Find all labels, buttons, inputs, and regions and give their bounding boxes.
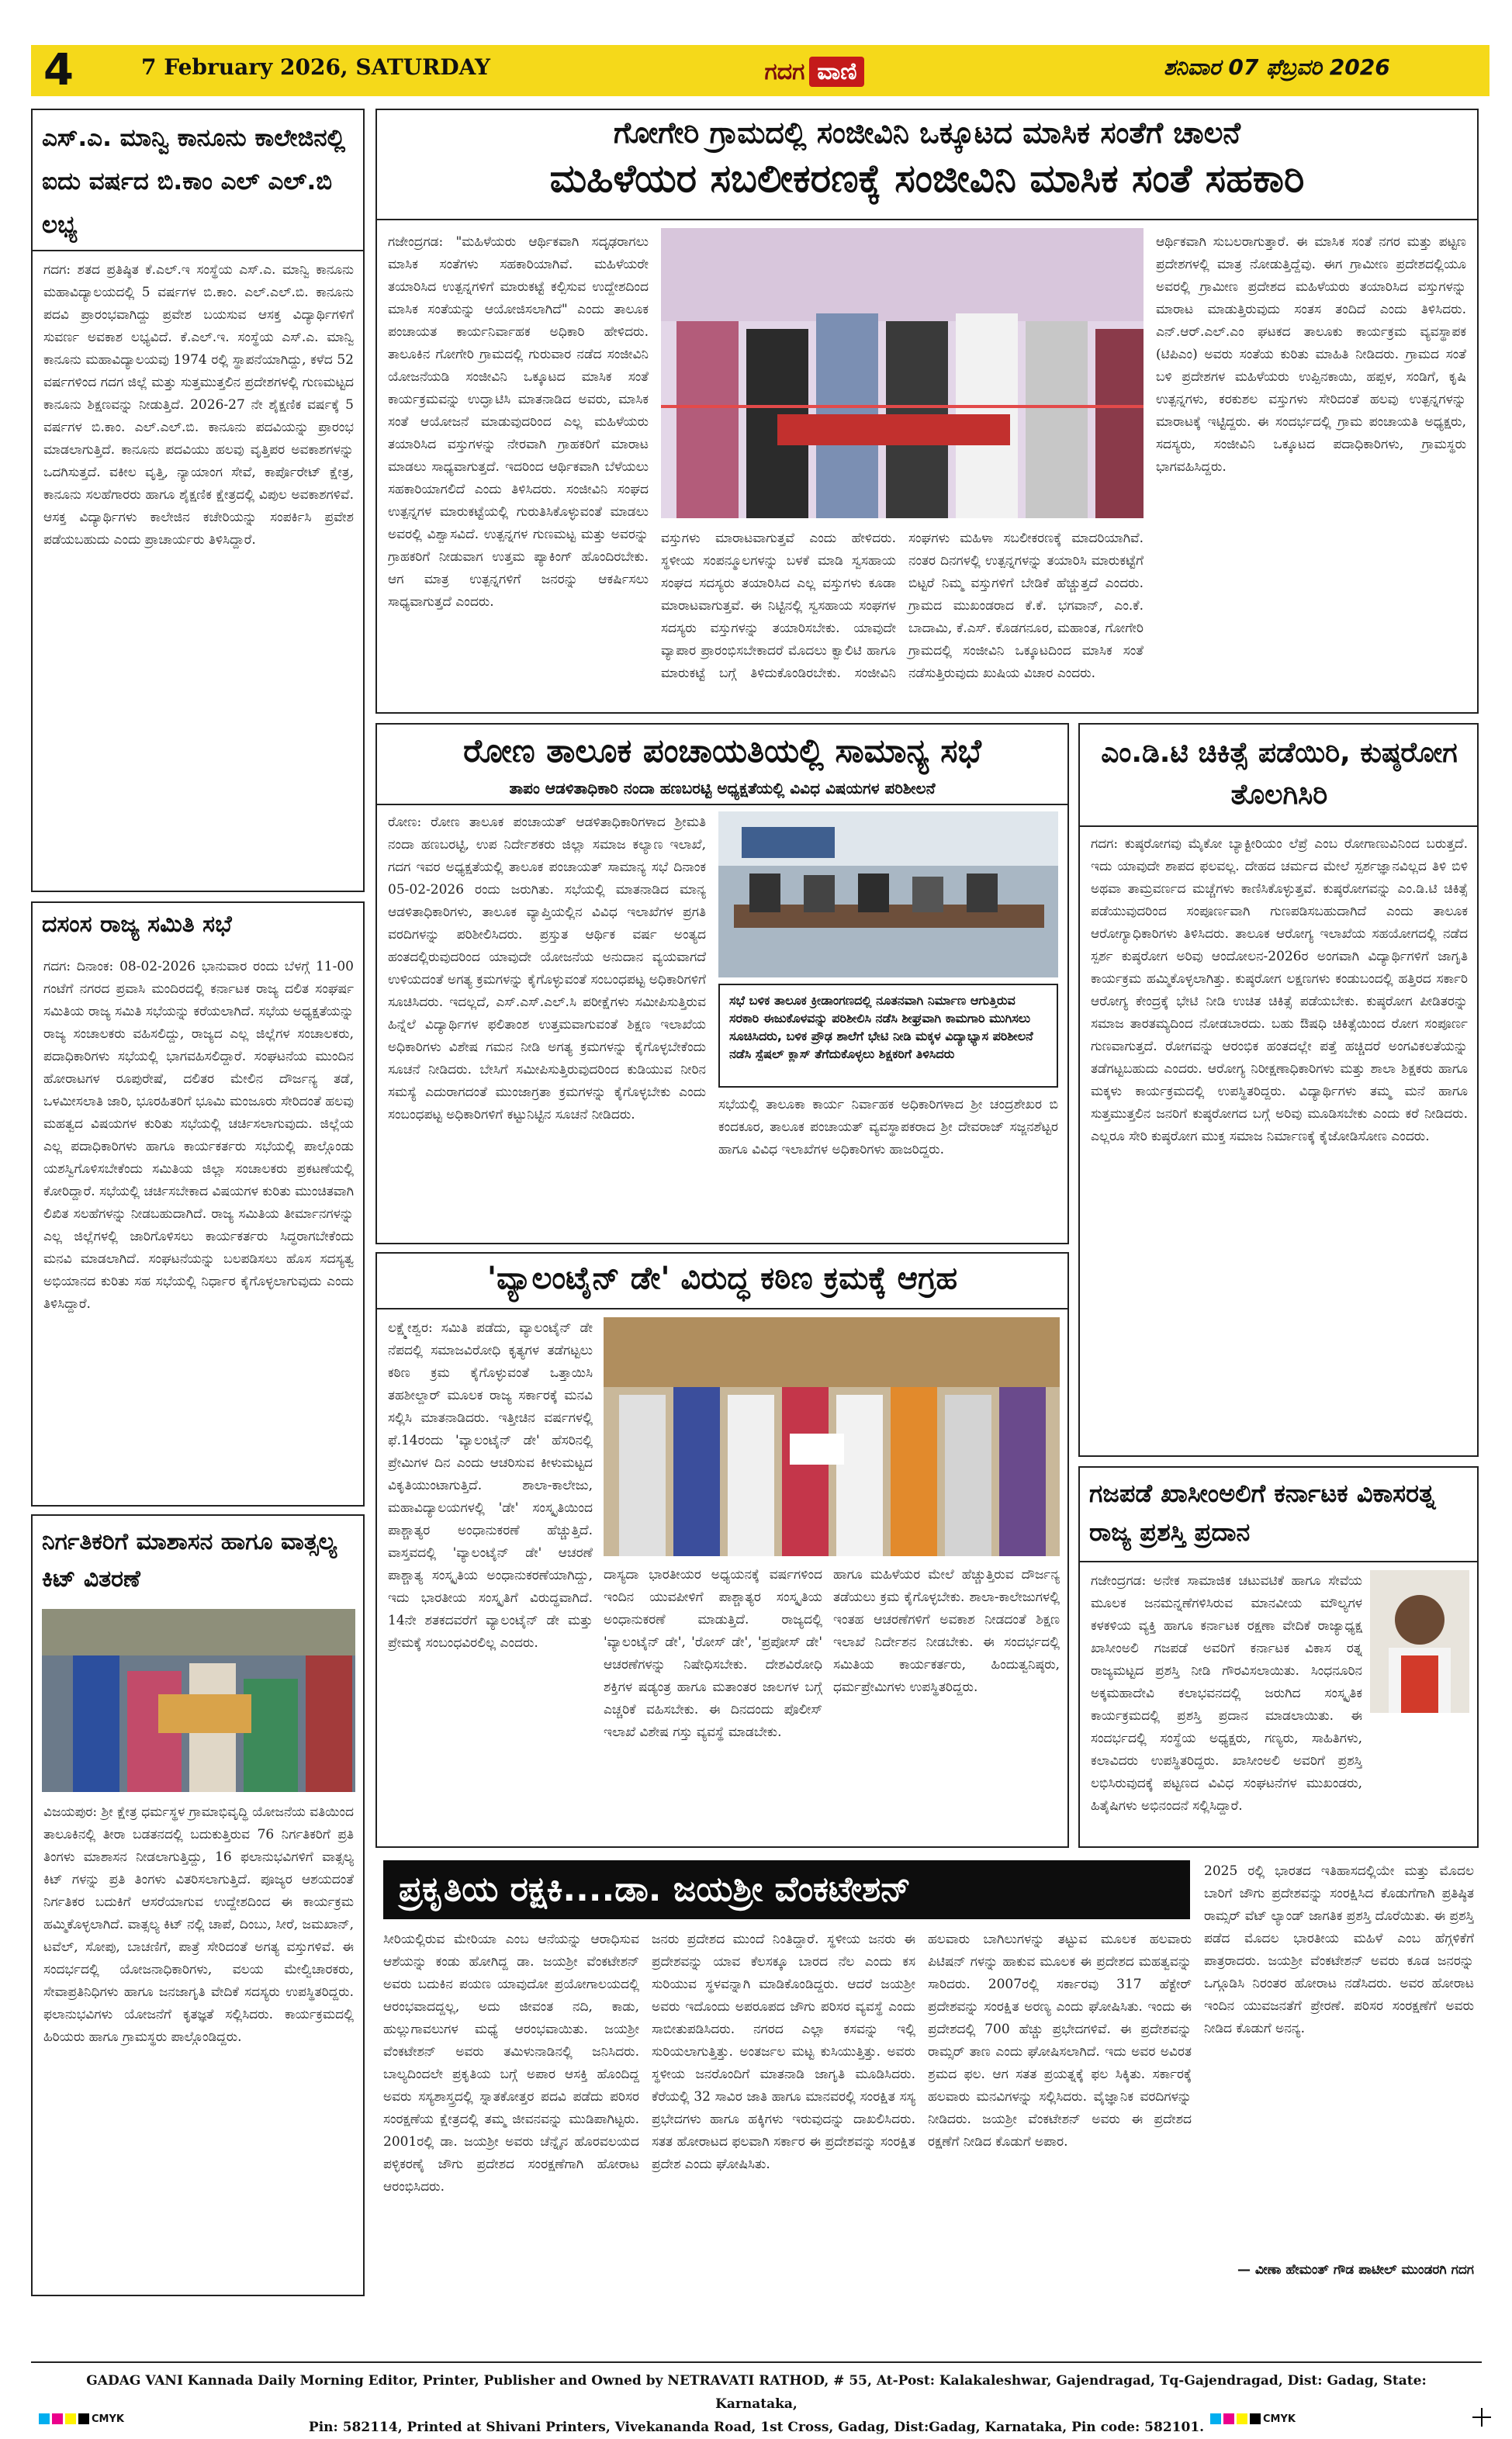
article-body-col1: ರೋಣ: ರೋಣ ತಾಲೂಕ ಪಂಚಾಯತ್ ಆಡಳಿತಾಧಿಕಾರಿಗಳಾದ ಶ್ರೀಮತಿ ನಂದಾ ಹಣಬರಟ್ಟಿ, ಉಪ ನಿರ್ದೇಶಕರು ಜಿಲ್ಲಾ ಸಮಾಜ ಕಲ್ಯಾಣ ಇಲಾಖೆ, ಗದಗ ಇವರ ಅಧ್ಯಕ್ಷತೆಯಲ್ಲಿ ತಾಲೂಕ ಪಂಚಾಯತ್ ಸಾಮಾನ್ಯ ಸಭೆ ದಿನಾಂಕ 05-02-2026 ರಂದು ಜರುಗಿತು. ಸಭೆಯಲ್ಲಿ ಮಾತನಾಡಿದ ಮಾನ್ಯ ಆಡಳಿತಾಧಿಕಾರಿಗಳು, ತಾಲೂಕ ವ್ಯಾಪ್ತಿಯಲ್ಲಿನ ವಿವಿಧ ಇಲಾಖೆಗಳ ಪ್ರಗತಿ ವರದಿಗಳನ್ನು ಪರಿಶೀಲಿಸಿದರು. ಪ್ರಸ್ತುತ ಆರ್ಥಿಕ ವರ್ಷ ಅಂತ್ಯದ ಹಂತದಲ್ಲಿರುವುದರಿಂದ ಯಾವುದೇ ಯೋಜನೆಯ ಅನುದಾನ ವ್ಯಯವಾಗದೆ ಉಳಿಯದಂತೆ ಅಗತ್ಯ ಕ್ರಮಗಳನ್ನು ಕೈಗೊಳ್ಳುವಂತೆ ಸಂಬಂಧಪಟ್ಟ ಅಧಿಕಾರಿಗಳಿಗೆ ಸೂಚಿಸಿದರು. ಇದಲ್ಲದೆ, ಎಸ್.ಎಸ್.ಎಲ್.ಸಿ ಪರೀಕ್ಷೆಗಳು ಸಮೀಪಿಸುತ್ತಿರುವ ಹಿನ್ನೆಲೆ ವಿದ್ಯಾರ್ಥಿಗಳ ಫಲಿತಾಂಶ ಉತ್ತಮವಾಗುವಂತೆ ಶಿಕ್ಷಣ ಇಲಾಖೆಯ ಅಧಿಕಾರಿಗಳು ವಿಶೇಷ ಗಮನ ನೀಡಿ ಅಗತ್ಯ ಕ್ರಮಗಳನ್ನು ಕೈಗೊಳ್ಳಬೇಕೆಂದು ಸೂಚನೆ ನೀಡಿದರು. ಬೇಸಿಗೆ ಸಮೀಪಿಸುತ್ತಿರುವುದರಿಂದ ಕುಡಿಯುವ ನೀರಿನ ಸಮಸ್ಯೆ ಎದುರಾಗದಂತೆ ಮುಂಜಾಗ್ರತಾ ಕ್ರಮಗಳನ್ನು ಕೈಗೊಳ್ಳಬೇಕು ಎಂದು ಸಂಬಂಧಪಟ್ಟ ಅಧಿಕಾರಿಗಳಿಗೆ ಕಟ್ಟುನಿಟ್ಟಿನ ಸೂಚನೆ ನೀಡಿದರು. (388, 815, 706, 1123)
photo-valentine (604, 1317, 1060, 1556)
imprint-footer (47, 2369, 1466, 2439)
divider (33, 250, 363, 251)
article-body-col1: ಲಕ್ಷ್ಮೇಶ್ವರ: ಸಮಿತಿ ಪಡೆದು, ವ್ಯಾಲಂಟೈನ್ ಡೇ ನೆಪದಲ್ಲಿ ಸಮಾಜವಿರೋಧಿ ಕೃತ್ಯಗಳ ತಡೆಗಟ್ಟಲು ಕಠಿಣ ಕ್ರಮ ಕೈಗೊಳ್ಳುವಂತೆ ಒತ್ತಾಯಿಸಿ ತಹಶೀಲ್ದಾರ್ ಮೂಲಕ ರಾಜ್ಯ ಸರ್ಕಾರಕ್ಕೆ ಮನವಿ ಸಲ್ಲಿಸಿ ಮಾತನಾಡಿದರು. ಇತ್ತೀಚಿನ ವರ್ಷಗಳಲ್ಲಿ ಫೆ.14ರಂದು 'ವ್ಯಾಲಂಟೈನ್ ಡೇ' ಹೆಸರಿನಲ್ಲಿ ಪ್ರೇಮಿಗಳ ದಿನ ಎಂದು ಆಚರಿಸುವ ಕೀಳುಮಟ್ಟದ ವಿಕೃತಿಯುಂಟಾಗುತ್ತಿದೆ. ಶಾಲಾ-ಕಾಲೇಜು, ಮಹಾವಿದ್ಯಾಲಯಗಳಲ್ಲಿ 'ಡೇ' ಸಂಸ್ಕೃತಿಯಿಂದ ಪಾಶ್ಚಾತ್ಯರ ಅಂಧಾನುಕರಣೆ ಹೆಚ್ಚುತ್ತಿದೆ. ವಾಸ್ತವದಲ್ಲಿ 'ವ್ಯಾಲಂಟೈನ್ ಡೇ' ಆಚರಣೆ ಪಾಶ್ಚಾತ್ಯ ಸಂಸ್ಕೃತಿಯ ಅಂಧಾನುಕರಣೆಯಾಗಿದ್ದು, ಇದು ಭಾರತೀಯ ಸಂಸ್ಕೃತಿಗೆ ವಿರುದ್ಧವಾಗಿದೆ. 14ನೇ ಶತಕದವರೆಗೆ ವ್ಯಾಲಂಟೈನ್ ಡೇ ಮತ್ತು ಪ್ರೇಮಕ್ಕೆ ಸಂಬಂಧವಿರಲಿಲ್ಲ ಎಂದರು. (388, 1320, 593, 1651)
cmyk-strip-left (39, 2413, 124, 2425)
headline: ಎಸ್.ಎ. ಮಾನ್ವಿ ಕಾನೂನು ಕಾಲೇಜಿನಲ್ಲಿ ಐದು ವರ್ಷದ ಬಿ.ಕಾಂ ಎಲ್ ಎಲ್.ಬಿ ಲಭ್ಯ (42, 124, 346, 239)
divider (1080, 825, 1477, 827)
date-kannada: ಶನಿವಾರ 07 ಫೆಬ್ರವರಿ 2026 (1164, 54, 1390, 80)
headline: ಮಹಿಳೆಯರ ಸಬಲೀಕರಣಕ್ಕೆ ಸಂಜೀವಿನಿ ಮಾಸಿಕ ಸಂತೆ ಸಹಕಾರಿ (549, 156, 1305, 201)
logo-text-b: ವಾಣಿ (809, 57, 864, 87)
article-body-col3: ಹಾಗೂ ಮಹಿಳೆಯರ ಮೇಲೆ ಹೆಚ್ಚುತ್ತಿರುವ ದೌರ್ಜನ್ಯ ತಡೆಯಲು ಕ್ರಮ ಕೈಗೊಳ್ಳಬೇಕು. ಶಾಲಾ-ಕಾಲೇಜುಗಳಲ್ಲಿ ಇಂತಹ ಆಚರಣೆಗಳಿಗೆ ಅವಕಾಶ ನೀಡದಂತೆ ಶಿಕ್ಷಣ ಇಲಾಖೆ ನಿರ್ದೇಶನ ನೀಡಬೇಕು. ಈ ಸಂದರ್ಭದಲ್ಲಿ ಸಮಿತಿಯ ಕಾರ್ಯಕರ್ತರು, ಹಿಂದುತ್ವನಿಷ್ಠರು, ಧರ್ಮಪ್ರೇಮಿಗಳು ಉಪಸ್ಥಿತರಿದ್ದರು. (833, 1567, 1060, 1695)
portrait-image (1370, 1570, 1469, 1713)
photo-caption: ಸಭೆ ಬಳಿಕ ತಾಲೂಕ ಕ್ರೀಡಾಂಗಣದಲ್ಲಿ ನೂತನವಾಗಿ ನಿರ್ಮಾಣ ಆಗುತ್ತಿರುವ ಸರಕಾರಿ ಈಜುಕೊಳವನ್ನು ಪರಿಶೀಲಿಸಿ ನಡೆಸಿ ಶೀಘ್ರವಾಗಿ ಕಾಮಗಾರಿ ಮುಗಿಸಲು ಸೂಚಿಸಿದರು, ಬಳಿಕ ಪ್ರೌಢ ಶಾಲೆಗೆ ಭೇಟಿ ನೀಡಿ ಮಕ್ಕಳ ವಿದ್ಯಾಭ್ಯಾಸ ಪರಿಶೀಲನೆ ನಡೆಸಿ ಸ್ಪೆಷಲ್ ಕ್ಲಾಸ್ ತೆಗೆದುಕೊಳ್ಳಲು ಶಿಕ್ಷಕರಿಗೆ ತಿಳಿಸಿದರು (718, 984, 1058, 1088)
article-md-t (1078, 723, 1479, 1457)
divider (377, 219, 1477, 220)
article-santhe (375, 109, 1479, 714)
kit-distribution-image (42, 1609, 355, 1792)
article-law-college (31, 109, 365, 892)
kicker: ಗೋಗೇರಿ ಗ್ರಾಮದಲ್ಲಿ ಸಂಜೀವಿನಿ ಒಕ್ಕೂಟದ ಮಾಸಿಕ ಸಂತೆಗೆ ಚಾಲನೆ (614, 116, 1240, 150)
date-english: 7 February 2026, SATURDAY (141, 54, 490, 80)
newspaper-logo (706, 48, 923, 95)
article-body: ಗದಗ: ಶತದ ಪ್ರತಿಷ್ಠಿತ ಕೆ.ಎಲ್.ಇ ಸಂಸ್ಥೆಯ ಎಸ್.ಎ. ಮಾನ್ವಿ ಕಾನೂನು ಮಹಾವಿದ್ಯಾಲಯದಲ್ಲಿ 5 ವರ್ಷಗಳ ಬಿ.ಕಾಂ. ಎಲ್.ಎಲ್.ಬಿ. ಕಾನೂನು ಪದವಿ ಪ್ರಾರಂಭವಾಗಿದ್ದು ಪ್ರವೇಶ ಬಯಸುವ ಆಸಕ್ತ ವಿದ್ಯಾರ್ಥಿಗಳಿಗೆ ಸುವರ್ಣ ಅವಕಾಶ ಲಭ್ಯವಿದೆ. ಕೆ.ಎಲ್.ಇ. ಸಂಸ್ಥೆಯ ಎಸ್.ಎ. ಮಾನ್ವಿ ಕಾನೂನು ಮಹಾವಿದ್ಯಾಲಯವು 1974 ರಲ್ಲಿ ಸ್ಥಾಪನೆಯಾಗಿದ್ದು, ಕಳೆದ 52 ವರ್ಷಗಳಿಂದ ಗದಗ ಜಿಲ್ಲೆ ಮತ್ತು ಸುತ್ತಮುತ್ತಲಿನ ಪ್ರದೇಶಗಳಲ್ಲಿ ಗುಣಮಟ್ಟದ ಕಾನೂನು ಶಿಕ್ಷಣವನ್ನು ನೀಡುತ್ತಿದೆ. 2026-27 ನೇ ಶೈಕ್ಷಣಿಕ ವರ್ಷಕ್ಕೆ 5 ವರ್ಷಗಳ ಬಿ.ಕಾಂ. ಎಲ್.ಎಲ್.ಬಿ. ಕಾನೂನು ಪದವಿಯನ್ನು ಪ್ರಾರಂಭ ಮಾಡಲಾಗುತ್ತಿದೆ. ಕಾನೂನು ಪದವಿಯು ಹಲವು ವೃತ್ತಿಪರ ಅವಕಾಶಗಳನ್ನು ಒದಗಿಸುತ್ತದೆ. ವಕೀಲ ವೃತ್ತಿ, ನ್ಯಾಯಾಂಗ ಸೇವೆ, ಕಾರ್ಪೊರೇಟ್ ಕ್ಷೇತ್ರ, ಕಾನೂನು ಸಲಹೆಗಾರರು ಹಾಗೂ ಶೈಕ್ಷಣಿಕ ಕ್ಷೇತ್ರದಲ್ಲಿ ವಿಪುಲ ಅವಕಾಶಗಳಿವೆ. ಆಸಕ್ತ ವಿದ್ಯಾರ್ಥಿಗಳು ಕಾಲೇಜಿನ ಕಚೇರಿಯನ್ನು ಸಂಪರ್ಕಿಸಿ ಪ್ರವೇಶ ಪಡೆಯಬಹುದು ಎಂದು ಪ್ರಾಚಾರ್ಯರು ತಿಳಿಸಿದ್ದಾರೆ. (43, 262, 354, 548)
article-body-col3: ಆರ್ಥಿಕವಾಗಿ ಸುಬಲರಾಗುತ್ತಾರೆ. ಈ ಮಾಸಿಕ ಸಂತೆ ನಗರ ಮತ್ತು ಪಟ್ಟಣ ಪ್ರದೇಶಗಳಲ್ಲಿ ಮಾತ್ರ ನೋಡುತ್ತಿದ್ದೆವು. ಈಗ ಗ್ರಾಮೀಣ ಪ್ರದೇಶದಲ್ಲಿಯೂ ಅವರಲ್ಲಿ ಗ್ರಾಮೀಣ ಪ್ರದೇಶದ ಮಹಿಳೆಯರು ತಯಾರಿಸಿದ ವಸ್ತುಗಳನ್ನು ಮಾರಾಟ ಮಾಡುತ್ತಿರುವುದು ಸಂತಸ ತಂದಿದೆ ಎಂದು ತಿಳಿಸಿದರು. ಎನ್.ಆರ್.ಎಲ್.ಎಂ ಘಟಕದ ತಾಲೂಕು ಕಾರ್ಯಕ್ರಮ ವ್ಯವಸ್ಥಾಪಕ (ಟಿಪಿಎಂ) ಅವರು ಸಂತೆಯ ಕುರಿತು ಮಾಹಿತಿ ನೀಡಿದರು. ಗ್ರಾಮದ ಸಂತೆ ಬಳಿ ಪ್ರದೇಶಗಳ ಮಹಿಳೆಯರು ಉಪ್ಪಿನಕಾಯಿ, ಹಪ್ಪಳ, ಸಂಡಿಗೆ, ಕೃಷಿ ಉತ್ಪನ್ನಗಳು, ಕರಕುಶಲ ವಸ್ತುಗಳು ಸೇರಿದಂತೆ ಹಲವು ಉತ್ಪನ್ನಗಳನ್ನು ಮಾರಾಟಕ್ಕೆ ಇಟ್ಟಿದ್ದರು. ಈ ಸಂದರ್ಭದಲ್ಲಿ ಗ್ರಾಮ ಪಂಚಾಯತಿ ಅಧ್ಯಕ್ಷರು, ಸದಸ್ಯರು, ಸಂಜೀವಿನಿ ಒಕ್ಕೂಟದ ಪದಾಧಿಕಾರಿಗಳು, ಗ್ರಾಮಸ್ಥರು ಭಾಗವಹಿಸಿದ್ದರು. (1156, 234, 1466, 475)
cmyk-strip-right (1210, 2413, 1296, 2425)
article-body-col2: ಜನರು ಪ್ರದೇಶದ ಮುಂದೆ ನಿಂತಿದ್ದಾರೆ. ಸ್ಥಳೀಯ ಜನರು ಈ ಪ್ರದೇಶವನ್ನು ಯಾವ ಕೆಲಸಕ್ಕೂ ಬಾರದ ನೆಲ ಎಂದು ಕಸ ಸುರಿಯುವ ಸ್ಥಳವನ್ನಾಗಿ ಮಾಡಿಕೊಂಡಿದ್ದರು. ಆದರೆ ಜಯಶ್ರೀ ಅವರು ಇದೊಂದು ಅಪರೂಪದ ಜೌಗು ಪರಿಸರ ವ್ಯವಸ್ಥೆ ಎಂದು ಸಾಬೀತುಪಡಿಸಿದರು. ನಗರದ ಎಲ್ಲಾ ಕಸವನ್ನು ಇಲ್ಲಿ ಸುರಿಯಲಾಗುತ್ತಿತ್ತು. ಅಂತರ್ಜಲ ಮಟ್ಟ ಕುಸಿಯುತ್ತಿತ್ತು. ಅವರು ಸ್ಥಳೀಯ ಜನರೊಂದಿಗೆ ಮಾತನಾಡಿ ಜಾಗೃತಿ ಮೂಡಿಸಿದರು. ಕೆರೆಯಲ್ಲಿ 32 ಸಾವಿರ ಜಾತಿ ಹಾಗೂ ಮಾನವರಲ್ಲಿ ಸಂರಕ್ಷಿತ ಸಸ್ಯ ಪ್ರಭೇದಗಳು ಹಾಗೂ ಹಕ್ಕಿಗಳು ಇರುವುದನ್ನು ದಾಖಲಿಸಿದರು. ಸತತ ಹೋರಾಟದ ಫಲವಾಗಿ ಸರ್ಕಾರ ಈ ಪ್ರದೇಶವನ್ನು ಸಂರಕ್ಷಿತ ಪ್ರದೇಶ ಎಂದು ಘೋಷಿಸಿತು. (652, 1932, 915, 2172)
divider (377, 804, 1067, 805)
article-body-col2: ವಸ್ತುಗಳು ಮಾರಾಟವಾಗುತ್ತವೆ ಎಂದು ಹೇಳಿದರು. ಸ್ಥಳೀಯ ಸಂಪನ್ಮೂಲಗಳನ್ನು ಬಳಕೆ ಮಾಡಿ ಸ್ವಸಹಾಯ ಸಂಘದ ಸದಸ್ಯರು ತಯಾರಿಸಿದ ಎಲ್ಲ ವಸ್ತುಗಳು ಕೂಡಾ ಮಾರಾಟವಾಗುತ್ತವೆ. ಈ ನಿಟ್ಟಿನಲ್ಲಿ ಸ್ವಸಹಾಯ ಸಂಘಗಳ ಸದಸ್ಯರು ವಸ್ತುಗಳನ್ನು ತಯಾರಿಸಬೇಕು. ಯಾವುದೇ ವ್ಯಾಪಾರ ಪ್ರಾರಂಭಿಸಬೇಕಾದರೆ ಮೊದಲು ಕ್ವಾಲಿಟಿ ಹಾಗೂ ಮಾರುಕಟ್ಟೆ ಬಗ್ಗೆ ತಿಳಿದುಕೊಂಡಿರಬೇಕು. ಸಂಜೀವಿನಿ ಸಂಘಗಳು ಮಹಿಳಾ ಸಬಲೀಕರಣಕ್ಕೆ ಮಾದರಿಯಾಗಿವೆ. ನಂತರ ದಿನಗಳಲ್ಲಿ ಉತ್ಪನ್ನಗಳನ್ನು ತಯಾರಿಸಿ ಮಾರುಕಟ್ಟೆಗೆ ಬಿಟ್ಟರೆ ನಿಮ್ಮ ವಸ್ತುಗಳಿಗೆ ಬೇಡಿಕೆ ಹೆಚ್ಚುತ್ತದೆ ಎಂದರು. ಗ್ರಾಮದ ಮುಖಂಡರಾದ ಕೆ.ಕೆ. ಭಗವಾನ್, ಎಂ.ಕೆ. ಬಾದಾಮಿ, ಕೆ.ಎಸ್. ಕೊಡಗನೂರ, ಮಹಾಂತ, ಗೋಗೇರಿ ಗ್ರಾಮದಲ್ಲಿ ಸಂಜೀವಿನಿ ಒಕ್ಕೂಟದಿಂದ ಮಾಸಿಕ ಸಂತೆ ನಡೆಸುತ್ತಿರುವುದು ಖುಷಿಯ ವಿಚಾರ ಎಂದರು. (661, 531, 1144, 681)
photo-kit-distribution (42, 1609, 355, 1792)
article-body-col4: 2025 ರಲ್ಲಿ ಭಾರತದ ಇತಿಹಾಸದಲ್ಲಿಯೇ ಮತ್ತು ಮೊದಲ ಬಾರಿಗೆ ಜೌಗು ಪ್ರದೇಶವನ್ನು ಸಂರಕ್ಷಿಸಿದ ಕೊಡುಗೆಗಾಗಿ ಪ್ರತಿಷ್ಠಿತ ರಾಮ್ಸರ್ ವೆಟ್ ಲ್ಯಾಂಡ್ ಜಾಗತಿಕ ಪ್ರಶಸ್ತಿ ದೊರೆಯಿತು. ಈ ಪ್ರಶಸ್ತಿ ಪಡೆದ ಮೊದಲ ಭಾರತೀಯ ಮಹಿಳೆ ಎಂಬ ಹೆಗ್ಗಳಿಕೆಗೆ ಪಾತ್ರರಾದರು. ಜಯಶ್ರೀ ವೆಂಕಟೇಶನ್ ಅವರು ಕೂಡ ಜನರನ್ನು ಒಗ್ಗೂಡಿಸಿ ನಿರಂತರ ಹೋರಾಟ ನಡೆಸಿದರು. ಅವರ ಹೋರಾಟ ಇಂದಿನ ಯುವಜನತೆಗೆ ಪ್ರೇರಣೆ. ಪರಿಸರ ಸಂರಕ್ಷಣೆಗೆ ಅವರು ನೀಡಿದ ಕೊಡುಗೆ ಅನನ್ಯ. (1204, 1863, 1474, 2036)
headline: ಗಜಪಡೆ ಖಾಸೀಂಅಲಿಗೆ ಕರ್ನಾಟಕ ವಿಕಾಸರತ್ನ ರಾಜ್ಯ ಪ್ರಶಸ್ತಿ ಪ್ರದಾನ (1089, 1479, 1436, 1547)
headline: ಪ್ರಕೃತಿಯ ರಕ್ಷಕಿ....ಡಾ. ಜಯಶ್ರೀ ವೆಂಕಟೇಶನ್ (399, 1870, 911, 1909)
cmyk-label: CMYK (92, 2413, 124, 2425)
article-body-col1: ಗಜೇಂದ್ರಗಡ: "ಮಹಿಳೆಯರು ಆರ್ಥಿಕವಾಗಿ ಸದೃಢರಾಗಲು ಮಾಸಿಕ ಸಂತೆಗಳು ಸಹಕಾರಿಯಾಗಿವೆ. ಮಹಿಳೆಯರೇ ತಯಾರಿಸಿದ ಉತ್ಪನ್ನಗಳಿಗೆ ಮಾರುಕಟ್ಟೆ ಕಲ್ಪಿಸುವ ಉದ್ದೇಶದಿಂದ ಮಾಸಿಕ ಸಂತೆಯನ್ನು ಆಯೋಜಿಸಲಾಗಿದೆ" ಎಂದು ತಾಲೂಕ ಪಂಚಾಯತ ಕಾರ್ಯನಿರ್ವಾಹಕ ಅಧಿಕಾರಿ ಹೇಳಿದರು. ತಾಲೂಕಿನ ಗೋಗೇರಿ ಗ್ರಾಮದಲ್ಲಿ ಗುರುವಾರ ನಡೆದ ಸಂಜೀವಿನಿ ಯೋಜನೆಯಡಿ ಸಂಜೀವಿನಿ ಒಕ್ಕೂಟದ ಮಾಸಿಕ ಸಂತೆ ಕಾರ್ಯಕ್ರಮವನ್ನು ಉದ್ಘಾಟಿಸಿ ಮಾತನಾಡಿದ ಅವರು, ಮಾಸಿಕ ಸಂತೆ ಆಯೋಜನೆ ಮಾಡುವುದರಿಂದ ಎಲ್ಲ ಮಹಿಳೆಯರು ತಯಾರಿಸಿದ ವಸ್ತುಗಳನ್ನು ನೇರವಾಗಿ ಗ್ರಾಹಕರಿಗೆ ಮಾರಾಟ ಮಾಡಲು ಸಾಧ್ಯವಾಗುತ್ತದೆ. ಇದರಿಂದ ಆರ್ಥಿಕವಾಗಿ ಬೆಳೆಯಲು ಸಹಕಾರಿಯಾಗಲಿದೆ ಎಂದು ತಿಳಿಸಿದರು. ಸಂಜೀವಿನಿ ಸಂಘದ ಉತ್ಪನ್ನಗಳ ಮಾರುಕಟ್ಟೆಯಲ್ಲಿ ಗುರುತಿಸಿಕೊಳ್ಳುವಂತೆ ಮಾಡಲು ಅವರಲ್ಲಿ ವಿಶ್ವಾಸವಿದೆ. ಉತ್ಪನ್ನಗಳ ಗುಣಮಟ್ಟ ಮತ್ತು ಅವರನ್ನು ಗ್ರಾಹಕರಿಗೆ ನೀಡುವಾಗ ಉತ್ತಮ ಪ್ಯಾಕಿಂಗ್ ಹೊಂದಿರಬೇಕು. ಆಗ ಮಾತ್ರ ಉತ್ಪನ್ನಗಳಿಗೆ ಜನರನ್ನು ಆಕರ್ಷಿಸಲು ಸಾಧ್ಯವಾಗುತ್ತದೆ ಎಂದರು. (388, 234, 649, 610)
logo-text-a: ಗದಗ (764, 57, 805, 85)
imprint-line-2: Pin: 582114, Printed at Shivani Printers, Vivekananda Road, 1st Cross, Gadag, Dist:Gadag, Karnataka, Pin code: 582101. (308, 2420, 1205, 2435)
article-body-col1: ಸೀರಿಯಲ್ಲಿರುವ ಮೇರಿಯಾ ಎಂಬ ಆನೆಯನ್ನು ಆರಾಧಿಸುವ ಆಶೆಯನ್ನು ಕಂಡು ಹೋಗಿದ್ದ ಡಾ. ಜಯಶ್ರೀ ವೆಂಕಟೇಶನ್ ಅವರು ಬದುಕಿನ ಪಯಣ ಯಾವುದೋ ಪ್ರಯೋಗಾಲಯದಲ್ಲಿ ಆರಂಭವಾದದ್ದಲ್ಲ, ಅದು ಜೀವಂತ ನದಿ, ಕಾಡು, ಹುಲ್ಲುಗಾವಲುಗಳ ಮಧ್ಯೆ ಆರಂಭವಾಯಿತು. ಜಯಶ್ರೀ ವೆಂಕಟೇಶನ್ ಅವರು ತಮಿಳುನಾಡಿನಲ್ಲಿ ಜನಿಸಿದರು. ಬಾಲ್ಯದಿಂದಲೇ ಪ್ರಕೃತಿಯ ಬಗ್ಗೆ ಅಪಾರ ಆಸಕ್ತಿ ಹೊಂದಿದ್ದ ಅವರು ಸಸ್ಯಶಾಸ್ತ್ರದಲ್ಲಿ ಸ್ನಾತಕೋತ್ತರ ಪದವಿ ಪಡೆದು ಪರಿಸರ ಸಂರಕ್ಷಣೆಯ ಕ್ಷೇತ್ರದಲ್ಲಿ ತಮ್ಮ ಜೀವನವನ್ನು ಮುಡಿಪಾಗಿಟ್ಟರು. 2001ರಲ್ಲಿ ಡಾ. ಜಯಶ್ರೀ ಅವರು ಚೆನ್ನೈನ ಹೊರವಲಯದ ಪಳ್ಳಿಕರಣೈ ಜೌಗು ಪ್ರದೇಶದ ಸಂರಕ್ಷಣೆಗಾಗಿ ಹೋರಾಟ ಆರಂಭಿಸಿದರು. (383, 1932, 639, 2195)
headline: ರೋಣ ತಾಲೂಕ ಪಂಚಾಯತಿಯಲ್ಲಿ ಸಾಮಾನ್ಯ ಸಭೆ (463, 732, 981, 770)
article-kits (31, 1514, 365, 2296)
cmyk-label: CMYK (1263, 2413, 1296, 2425)
article-body: ಗದಗ: ದಿನಾಂಕ: 08-02-2026 ಭಾನುವಾರ ರಂದು ಬೆಳಗ್ಗೆ 11-00 ಗಂಟೆಗೆ ನಗರದ ಪ್ರವಾಸಿ ಮಂದಿರದಲ್ಲಿ ಕರ್ನಾಟಕ ರಾಜ್ಯ ದಲಿತ ಸಂಘರ್ಷ ಸಮಿತಿಯ ರಾಜ್ಯ ಸಮಿತಿ ಸಭೆಯನ್ನು ಕರೆಯಲಾಗಿದೆ. ಸಭೆಯ ಅಧ್ಯಕ್ಷತೆಯನ್ನು ರಾಜ್ಯ ಸಂಚಾಲಕರು ವಹಿಸಲಿದ್ದು, ರಾಜ್ಯದ ಎಲ್ಲ ಜಿಲ್ಲೆಗಳ ಸಂಚಾಲಕರು, ಪದಾಧಿಕಾರಿಗಳು ಸಭೆಯಲ್ಲಿ ಭಾಗವಹಿಸಲಿದ್ದಾರೆ. ಸಂಘಟನೆಯ ಮುಂದಿನ ಹೋರಾಟಗಳ ರೂಪುರೇಷೆ, ದಲಿತರ ಮೇಲಿನ ದೌರ್ಜನ್ಯ ತಡೆ, ಒಳಮೀಸಲಾತಿ ಜಾರಿ, ಭೂರಹಿತರಿಗೆ ಭೂಮಿ ಮಂಜೂರು ಸೇರಿದಂತೆ ಹಲವು ಮಹತ್ವದ ವಿಷಯಗಳ ಕುರಿತು ಸಭೆಯಲ್ಲಿ ಚರ್ಚಿಸಲಾಗುವುದು. ಜಿಲ್ಲೆಯ ಎಲ್ಲ ಪದಾಧಿಕಾರಿಗಳು ಹಾಗೂ ಕಾರ್ಯಕರ್ತರು ಸಭೆಯಲ್ಲಿ ಪಾಲ್ಗೊಂಡು ಯಶಸ್ವಿಗೊಳಿಸಬೇಕೆಂದು ಸಮಿತಿಯ ಜಿಲ್ಲಾ ಸಂಚಾಲಕರು ಪ್ರಕಟಣೆಯಲ್ಲಿ ಕೋರಿದ್ದಾರೆ. ಸಭೆಯಲ್ಲಿ ಚರ್ಚಿಸಬೇಕಾದ ವಿಷಯಗಳ ಕುರಿತು ಮುಂಚಿತವಾಗಿ ಲಿಖಿತ ಸಲಹೆಗಳನ್ನು ನೀಡಬಹುದಾಗಿದೆ. ರಾಜ್ಯ ಸಮಿತಿಯ ತೀರ್ಮಾನಗಳನ್ನು ಎಲ್ಲ ಜಿಲ್ಲೆಗಳಲ್ಲಿ ಜಾರಿಗೊಳಿಸಲು ಕಾರ್ಯಕರ್ತರು ಸಿದ್ಧರಾಗಬೇಕೆಂದು ಮನವಿ ಮಾಡಲಾಗಿದೆ. ಸಂಘಟನೆಯನ್ನು ಬಲಪಡಿಸಲು ಹೊಸ ಸದಸ್ಯತ್ವ ಅಭಿಯಾನದ ಕುರಿತು ಸಹ ಸಭೆಯಲ್ಲಿ ನಿರ್ಧಾರ ಕೈಗೊಳ್ಳಲಾಗುವುದು ಎಂದು ತಿಳಿಸಿದ್ದಾರೆ. (43, 959, 354, 1312)
photo-khasimali (1370, 1570, 1469, 1713)
rona-meeting-image (718, 811, 1058, 977)
valentine-memorandum-image (604, 1317, 1060, 1556)
headline: ದಸಂಸ ರಾಜ್ಯ ಸಮಿತಿ ಸಭೆ (42, 911, 232, 938)
article-body-col3: ಹಲವಾರು ಬಾಗಿಲುಗಳನ್ನು ತಟ್ಟುವ ಮೂಲಕ ಹಲವಾರು ಪಿಟಿಷನ್ ಗಳನ್ನು ಹಾಕುವ ಮೂಲಕ ಈ ಪ್ರದೇಶದ ಮಹತ್ವವನ್ನು ಸಾರಿದರು. 2007ರಲ್ಲಿ ಸರ್ಕಾರವು 317 ಹೆಕ್ಟೇರ್ ಪ್ರದೇಶವನ್ನು ಸಂರಕ್ಷಿತ ಅರಣ್ಯ ಎಂದು ಘೋಷಿಸಿತು. ಇಂದು ಈ ಪ್ರದೇಶದಲ್ಲಿ 700 ಹೆಚ್ಚು ಪ್ರಭೇದಗಳಿವೆ. ಈ ಪ್ರದೇಶವನ್ನು ರಾಮ್ಸರ್ ತಾಣ ಎಂದು ಘೋಷಿಸಲಾಗಿದೆ. ಇದು ಅವರ ಅವಿರತ ಶ್ರಮದ ಫಲ. ಆಗ ಸತತ ಪ್ರಯತ್ನಕ್ಕೆ ಫಲ ಸಿಕ್ಕಿತು. ಸರ್ಕಾರಕ್ಕೆ ಹಲವಾರು ಮನವಿಗಳನ್ನು ಸಲ್ಲಿಸಿದರು. ವೈಜ್ಞಾನಿಕ ವರದಿಗಳನ್ನು ನೀಡಿದರು. ಜಯಶ್ರೀ ವೆಂಕಟೇಶನ್ ಅವರು ಈ ಪ್ರದೇಶದ ರಕ್ಷಣೆಗೆ ನೀಡಿದ ಕೊಡುಗೆ ಅಪಾರ. (928, 1932, 1192, 2150)
page-number: 4 (43, 45, 74, 95)
byline: — ವೀಣಾ ಹೇಮಂತ್ ಗೌಡ ಪಾಟೀಲ್ ಮುಂಡರಗಿ ಗದಗ (1237, 2262, 1474, 2278)
headline: 'ವ್ಯಾಲಂಟೈನ್ ಡೇ' ವಿರುದ್ಧ ಕಠಿಣ ಕ್ರಮಕ್ಕೆ ಆಗ್ರಹ (486, 1261, 958, 1296)
article-body: ಗಜೇಂದ್ರಗಡ: ಅನೇಕ ಸಾಮಾಜಿಕ ಚಟುವಟಿಕೆ ಹಾಗೂ ಸೇವೆಯ ಮೂಲಕ ಜನಮನ್ನಣೆಗಳಿಸಿರುವ ಮಾನವೀಯ ಮೌಲ್ಯಗಳ ಕಳಕಳಿಯ ವ್ಯಕ್ತಿ ಹಾಗೂ ಕರ್ನಾಟಕ ರಕ್ಷಣಾ ವೇದಿಕೆ ರಾಜ್ಯಾಧ್ಯಕ್ಷ ಖಾಸೀಂಅಲಿ ಗಜಪಡೆ ಅವರಿಗೆ ಕರ್ನಾಟಕ ವಿಕಾಸ ರತ್ನ ರಾಜ್ಯಮಟ್ಟದ ಪ್ರಶಸ್ತಿ ನೀಡಿ ಗೌರವಿಸಲಾಯಿತು. ಸಿಂಧನೂರಿನ ಅಕ್ಕಮಹಾದೇವಿ ಕಲಾಭವನದಲ್ಲಿ ಜರುಗಿದ ಸಂಸ್ಕೃತಿಕ ಕಾರ್ಯಕ್ರಮದಲ್ಲಿ ಪ್ರಶಸ್ತಿ ಪ್ರದಾನ ಮಾಡಲಾಯಿತು. ಈ ಸಂದರ್ಭದಲ್ಲಿ ಸಂಸ್ಥೆಯ ಅಧ್ಯಕ್ಷರು, ಗಣ್ಯರು, ಸಾಹಿತಿಗಳು, ಕಲಾವಿದರು ಉಪಸ್ಥಿತರಿದ್ದರು. ಖಾಸೀಂಅಲಿ ಅವರಿಗೆ ಪ್ರಶಸ್ತಿ ಲಭಿಸಿರುವುದಕ್ಕೆ ಪಟ್ಟಣದ ವಿವಿಧ ಸಂಘಟನೆಗಳ ಮುಖಂಡರು, ಹಿತೈಷಿಗಳು ಅಭಿನಂದನೆ ಸಲ್ಲಿಸಿದ್ದಾರೆ. (1091, 1573, 1362, 1814)
article-body: ವಿಜಯಪುರ: ಶ್ರೀ ಕ್ಷೇತ್ರ ಧರ್ಮಸ್ಥಳ ಗ್ರಾಮಾಭಿವೃದ್ಧಿ ಯೋಜನೆಯ ವತಿಯಿಂದ ತಾಲೂಕಿನಲ್ಲಿ ತೀರಾ ಬಡತನದಲ್ಲಿ ಬದುಕುತ್ತಿರುವ 76 ನಿರ್ಗತಿಕರಿಗೆ ಪ್ರತಿ ತಿಂಗಳು ಮಾಶಾಸನ ನೀಡಲಾಗುತ್ತಿದ್ದು, 16 ಫಲಾನುಭವಿಗಳಿಗೆ ವಾತ್ಸಲ್ಯ ಕಿಟ್ ಗಳನ್ನು ಪ್ರತಿ ತಿಂಗಳು ವಿತರಿಸಲಾಗುತ್ತಿದೆ. ಪೂಜ್ಯರ ಆಶಯದಂತೆ ನಿರ್ಗತಿಕರ ಬದುಕಿಗೆ ಆಸರೆಯಾಗುವ ಉದ್ದೇಶದಿಂದ ಈ ಕಾರ್ಯಕ್ರಮ ಹಮ್ಮಿಕೊಳ್ಳಲಾಗಿದೆ. ವಾತ್ಸಲ್ಯ ಕಿಟ್ ನಲ್ಲಿ ಚಾಪೆ, ದಿಂಬು, ಸೀರೆ, ಜಮಖಾನ್, ಟವೆಲ್, ಸೋಪು, ಬಾಚಣಿಗೆ, ಪಾತ್ರೆ ಸೇರಿದಂತೆ ಅಗತ್ಯ ವಸ್ತುಗಳಿವೆ. ಈ ಸಂದರ್ಭದಲ್ಲಿ ಯೋಜನಾಧಿಕಾರಿಗಳು, ವಲಯ ಮೇಲ್ವಿಚಾರಕರು, ಸೇವಾಪ್ರತಿನಿಧಿಗಳು ಹಾಗೂ ಜನಜಾಗೃತಿ ವೇದಿಕೆ ಸದಸ್ಯರು ಉಪಸ್ಥಿತರಿದ್ದರು. ಫಲಾನುಭವಿಗಳು ಯೋಜನೆಗೆ ಕೃತಜ್ಞತೆ ಸಲ್ಲಿಸಿದರು. ಕಾರ್ಯಕ್ರಮದಲ್ಲಿ ಹಿರಿಯರು ಹಾಗೂ ಗ್ರಾಮಸ್ಥರು ಪಾಲ್ಗೊಂಡಿದ್ದರು. (43, 1804, 354, 2045)
headline: ನಿರ್ಗತಿಕರಿಗೆ ಮಾಶಾಸನ ಹಾಗೂ ವಾತ್ಸಲ್ಯ ಕಿಟ್ ವಿತರಣೆ (42, 1528, 337, 1593)
article-gajapade (1078, 1466, 1479, 1848)
article-body-col2: ಸಭೆಯಲ್ಲಿ ತಾಲೂಕಾ ಕಾರ್ಯ ನಿರ್ವಾಹಕ ಅಧಿಕಾರಿಗಳಾದ ಶ್ರೀ ಚಂದ್ರಶೇಖರ ಬಿ ಕಂದಕೂರ, ತಾಲೂಕ ಪಂಚಾಯತ್ ವ್ಯವಸ್ಥಾಪಕರಾದ ಶ್ರೀ ದೇವರಾಜ್ ಸಜ್ಜನಶೆಟ್ಟರ ಹಾಗೂ ವಿವಿಧ ಇಲಾಖೆಗಳ ಅಧಿಕಾರಿಗಳು ಹಾಜರಿದ್ದರು. (718, 1097, 1058, 1157)
article-jayashree (375, 1856, 1479, 2298)
article-valentine (375, 1252, 1069, 1848)
santhe-inauguration-image (661, 228, 1144, 518)
divider (1080, 1561, 1477, 1562)
article-rona (375, 723, 1069, 1244)
article-dasams (31, 901, 365, 1507)
footer-rule (31, 2361, 1482, 2363)
registration-mark-icon (1472, 2408, 1491, 2427)
article-body-col2: ದಾಸ್ಯದಾ ಭಾರತೀಯರ ಅಧ್ಯಯನಕ್ಕೆ ವರ್ಷಗಳಿಂದ ಇಂದಿನ ಯುವಪೀಳಿಗೆ ಪಾಶ್ಚಾತ್ಯರ ಸಂಸ್ಕೃತಿಯ ಅಂಧಾನುಕರಣೆ ಮಾಡುತ್ತಿದೆ. ರಾಜ್ಯದಲ್ಲಿ 'ವ್ಯಾಲಂಟೈನ್ ಡೇ', 'ರೋಸ್ ಡೇ', 'ಪ್ರಪೋಸ್ ಡೇ' ಆಚರಣೆಗಳನ್ನು ನಿಷೇಧಿಸಬೇಕು. ದೇಶವಿರೋಧಿ ಶಕ್ತಿಗಳ ಷಡ್ಯಂತ್ರ ಹಾಗೂ ಮತಾಂತರ ಜಾಲಗಳ ಬಗ್ಗೆ ಎಚ್ಚರಿಕೆ ವಹಿಸಬೇಕು. ಈ ದಿನದಂದು ಪೊಲೀಸ್ ಇಲಾಖೆ ವಿಶೇಷ ಗಸ್ತು ವ್ಯವಸ್ಥೆ ಮಾಡಬೇಕು. (604, 1567, 822, 1740)
headline-banner (383, 1860, 1190, 1919)
divider (377, 1308, 1067, 1309)
headline: ಎಂ.ಡಿ.ಟಿ ಚಿಕಿತ್ಸೆ ಪಡೆಯಿರಿ, ಕುಷ್ಠರೋಗ ತೊಲಗಿಸಿರಿ (1101, 737, 1458, 811)
article-body: ಗದಗ: ಕುಷ್ಠರೋಗವು ಮೈಕೋ ಬ್ಯಾಕ್ಟೀರಿಯಂ ಲೆಪ್ರೆ ಎಂಬ ರೋಗಾಣುವಿನಿಂದ ಬರುತ್ತದೆ. ಇದು ಯಾವುದೇ ಶಾಪದ ಫಲವಲ್ಲ. ದೇಹದ ಚರ್ಮದ ಮೇಲೆ ಸ್ಪರ್ಶಜ್ಞಾನವಿಲ್ಲದ ತಿಳಿ ಬಿಳಿ ಅಥವಾ ತಾಮ್ರವರ್ಣದ ಮಚ್ಚೆಗಳು ಕಾಣಿಸಿಕೊಳ್ಳುತ್ತವೆ. ಕುಷ್ಠರೋಗವನ್ನು ಎಂ.ಡಿ.ಟಿ ಚಿಕಿತ್ಸೆ ಪಡೆಯುವುದರಿಂದ ಸಂಪೂರ್ಣವಾಗಿ ಗುಣಪಡಿಸಬಹುದಾಗಿದೆ ಎಂದು ತಾಲೂಕ ಆರೋಗ್ಯಾಧಿಕಾರಿಗಳು ತಿಳಿಸಿದರು. ತಾಲೂಕ ಆರೋಗ್ಯ ಇಲಾಖೆಯ ಸಹಯೋಗದಲ್ಲಿ ನಡೆದ ಸ್ಪರ್ಶ ಕುಷ್ಠರೋಗ ಅರಿವು ಆಂದೋಲನ-2026ರ ಅಂಗವಾಗಿ ವಿದ್ಯಾರ್ಥಿಗಳಿಗೆ ಜಾಗೃತಿ ಕಾರ್ಯಕ್ರಮ ಹಮ್ಮಿಕೊಳ್ಳಲಾಗಿತ್ತು. ಕುಷ್ಠರೋಗ ಲಕ್ಷಣಗಳು ಕಂಡುಬಂದಲ್ಲಿ ಹತ್ತಿರದ ಸರ್ಕಾರಿ ಆರೋಗ್ಯ ಕೇಂದ್ರಕ್ಕೆ ಭೇಟಿ ನೀಡಿ ಉಚಿತ ಚಿಕಿತ್ಸೆ ಪಡೆಯಬೇಕು. ಕುಷ್ಠರೋಗ ಪೀಡಿತರನ್ನು ಸಮಾಜ ತಾರತಮ್ಯದಿಂದ ನೋಡಬಾರದು. ಬಹು ಔಷಧಿ ಚಿಕಿತ್ಸೆಯಿಂದ ರೋಗ ಸಂಪೂರ್ಣ ಗುಣವಾಗುತ್ತದೆ. ರೋಗವನ್ನು ಆರಂಭಿಕ ಹಂತದಲ್ಲೇ ಪತ್ತೆ ಹಚ್ಚಿದರೆ ಅಂಗವಿಕಲತೆಯನ್ನು ತಡೆಗಟ್ಟಬಹುದು ಎಂದರು. ಆರೋಗ್ಯ ನಿರೀಕ್ಷಣಾಧಿಕಾರಿಗಳು ಮತ್ತು ಶಾಲಾ ಶಿಕ್ಷಕರು ಹಾಗೂ ಮಕ್ಕಳು ಕಾರ್ಯಕ್ರಮದಲ್ಲಿ ಉಪಸ್ಥಿತರಿದ್ದರು. ವಿದ್ಯಾರ್ಥಿಗಳು ತಮ್ಮ ಮನೆ ಹಾಗೂ ಸುತ್ತಮುತ್ತಲಿನ ಜನರಿಗೆ ಕುಷ್ಠರೋಗದ ಬಗ್ಗೆ ಅರಿವು ಮೂಡಿಸಬೇಕು ಎಂದು ಕರೆ ನೀಡಿದರು. ಎಲ್ಲರೂ ಸೇರಿ ಕುಷ್ಠರೋಗ ಮುಕ್ತ ಸಮಾಜ ನಿರ್ಮಾಣಕ್ಕೆ ಕೈಜೋಡಿಸೋಣ ಎಂದರು. (1091, 836, 1468, 1144)
photo-santhe (661, 228, 1144, 518)
photo-rona-meeting (718, 811, 1058, 977)
imprint-line-1: GADAG VANI Kannada Daily Morning Editor, Printer, Publisher and Owned by NETRAVATI RATHOD, # 55, At-Post: Kalakaleshwar, Gajendragad, Tq-Gajendragad, Dist: Gadag, State: Karnataka, (86, 2373, 1427, 2412)
subhead: ತಾಪಂ ಆಡಳಿತಾಧಿಕಾರಿ ನಂದಾ ಹಣಬರಟ್ಟಿ ಅಧ್ಯಕ್ಷತೆಯಲ್ಲಿ ವಿವಿಧ ವಿಷಯಗಳ ಪರಿಶೀಲನೆ (509, 779, 936, 797)
